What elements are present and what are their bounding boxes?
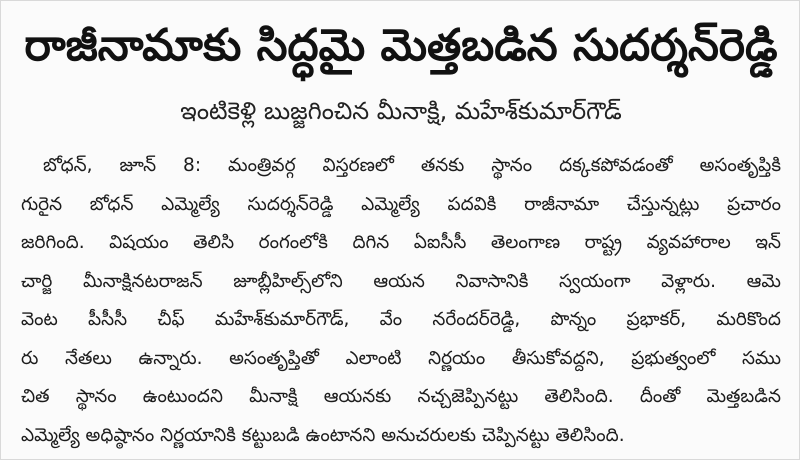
- subheadline: ఇంటికెళ్లి బుజ్జగించిన మీనాక్షి, మహేశ్‌కుమార్‌గౌడ్: [180, 97, 622, 125]
- body-line: వెంట పీసీసీ చీఫ్ మహేశ్‌కుమార్‌గౌడ్, వేం నరేందర్‌రెడ్డి, పొన్నం ప్రభాకర్, మరికొంద: [21, 309, 781, 330]
- headline: రాజీనామాకు సిద్ధమై మెత్తబడిన సుదర్శన్‌రెడ్డి: [24, 20, 778, 71]
- article-body: [21, 147, 781, 455]
- body-line: రు నేతలు ఉన్నారు. అసంతృప్తితో ఎలాంటి నిర్ణయం తీసుకోవద్దని, ప్రభుత్వంలో సము: [21, 347, 781, 369]
- body-line: చిత స్థానం ఉంటుందని మీనాక్షి ఆయనకు నచ్చజెప్పినట్టు తెలిసింది. దీంతో మెత్తబడిన: [21, 386, 781, 407]
- body-line: బోధన్, జూన్ 8: మంత్రివర్గ విస్తరణలో తనకు స్థానం దక్కకపోవడంతో అసంతృప్తికి: [43, 155, 781, 176]
- body-line: చార్జి మీనాక్షినటరాజన్ జూబ్లీహిల్స్‌లోని ఆయన నివాసానికి స్వయంగా వెళ్లారు. ఆమె: [21, 270, 781, 292]
- body-line: గురైన బోధన్ ఎమ్మెల్యే సుదర్శన్‌రెడ్డి ఎమ్మెల్యే పదవికి రాజీనామా చేస్తున్నట్లు ప్రచారం: [21, 193, 781, 215]
- body-line: జరిగింది. విషయం తెలిసి రంగంలోకి దిగిన ఏఐసీసీ తెలంగాణ రాష్ట్ర వ్యవహారాల ఇన్: [21, 232, 781, 253]
- body-line: ఎమ్మెల్యే అధిష్ఠానం నిర్ణయానికి కట్టుబడి ఉంటానని అనుచరులకు చెప్పినట్టు తెలిసింది.: [21, 424, 625, 446]
